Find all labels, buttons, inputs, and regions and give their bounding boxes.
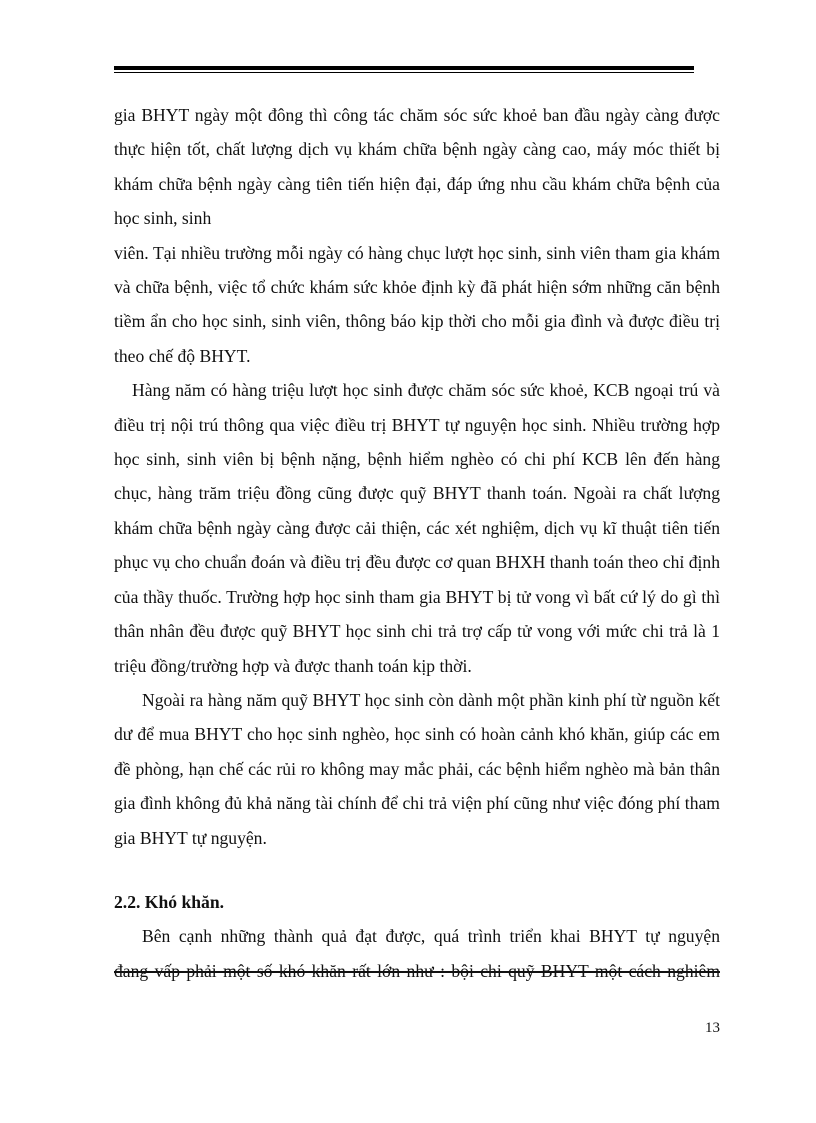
- paragraph-5-line-1: Bên cạnh những thành quả đạt được, quá trình triển khai BHYT tự nguyện: [142, 926, 720, 947]
- section-heading: 2.2. Khó khăn.: [114, 891, 225, 912]
- paragraph-3: Hàng năm có hàng triệu lượt học sinh được chăm sóc sức khoẻ, KCB ngoại trú và điều trị nội trú thông qua việc điều trị BHYT tự nguyện học sinh. Nhiều trường hợp học sinh, sinh viên bị bệnh nặng, bệnh hiểm nghèo có chi phí KCB lên đến hàng chục, hàng trăm triệu đồng cũng được quỹ BHYT thanh toán. Ngoài ra chất lượng khám chữa bệnh ngày càng được cải thiện, các xét nghiệm, dịch vụ kĩ thuật tiên tiến phục vụ cho chuẩn đoán và điều trị đều được cơ quan BHXH thanh toán theo chỉ định của thầy thuốc. Trường hợp học sinh tham gia BHYT bị tử vong vì bất cứ lý do gì thì thân nhân đều được quỹ BHYT học sinh chi trả trợ cấp tử vong với mức chi trả là 1 triệu đồng/trường hợp và được thanh toán kịp thời.: [114, 380, 720, 676]
- paragraph-1: gia BHYT ngày một đông thì công tác chăm sóc sức khoẻ ban đầu ngày càng được thực hiện tốt, chất lượng dịch vụ khám chữa bệnh ngày càng cao, máy móc thiết bị khám chữa bệnh ngày càng tiên tiến hiện đại, đáp ứng nhu cầu khám chữa bệnh của học sinh, sinh: [114, 105, 720, 229]
- header-rule-thick: [114, 66, 694, 70]
- paragraph-4: Ngoài ra hàng năm quỹ BHYT học sinh còn dành một phần kinh phí từ nguồn kết dư để mua BHYT cho học sinh nghèo, học sinh có hoàn cảnh khó khăn, giúp các em đề phòng, hạn chế các rủi ro không may mắc phải, các bệnh hiểm nghèo mà bản thân gia đình không đủ khả năng tài chính để chi trả viện phí cũng như việc đóng phí tham gia BHYT tự nguyện.: [114, 689, 720, 848]
- header-rule-thin: [114, 72, 694, 73]
- document-body: [114, 98, 720, 988]
- paragraph-2: viên. Tại nhiều trường mỗi ngày có hàng chục lượt học sinh, sinh viên tham gia khám và chữa bệnh, việc tổ chức khám sức khỏe định kỳ đã phát hiện sớm những căn bệnh tiềm ẩn cho học sinh, sinh viên, thông báo kịp thời cho mỗi gia đình và được điều trị theo chế độ BHYT.: [114, 242, 720, 366]
- header-rule: [114, 66, 694, 74]
- page-number: 13: [705, 1020, 720, 1036]
- paragraph-5-line-2: đang vấp phải một số khó khăn rất lớn như : bội chi quỹ BHYT một cách nghiêm: [114, 960, 720, 981]
